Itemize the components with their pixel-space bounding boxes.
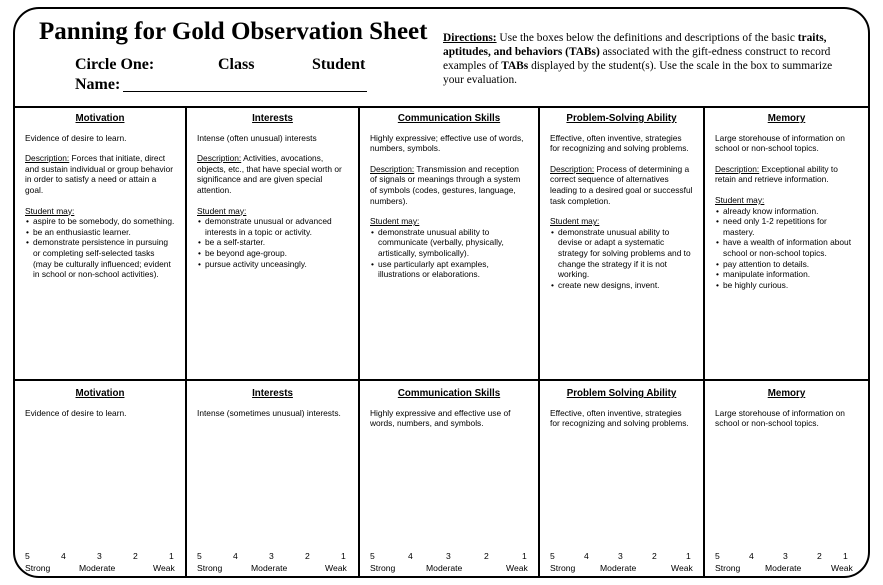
scale-2[interactable]: 2 xyxy=(652,551,657,561)
column-title: Interests xyxy=(252,388,293,399)
scale-3[interactable]: 3 xyxy=(446,551,451,561)
scale-strong-label: Strong xyxy=(197,563,223,573)
directions-heading: Directions: xyxy=(443,32,497,44)
scale-5[interactable]: 5 xyxy=(197,551,202,561)
intro-text: Evidence of desire to learn. xyxy=(25,407,127,418)
student-option[interactable]: Student xyxy=(312,56,366,73)
scale-weak-label: Weak xyxy=(153,563,175,573)
intro-text: Effective, often inventive, strategies for recognizing and solving problems. xyxy=(550,132,689,154)
student-may-label: Student may: xyxy=(25,205,75,216)
scale-5[interactable]: 5 xyxy=(715,551,720,561)
list-item: • be beyond age-group. xyxy=(197,248,348,259)
bullet-list xyxy=(25,216,175,280)
column-title: Problem-Solving Ability xyxy=(566,113,677,124)
tab-grid xyxy=(15,106,868,578)
motivation-definition-box xyxy=(15,106,187,381)
scale-strong-label: Strong xyxy=(25,563,51,573)
column-title: Motivation xyxy=(75,388,125,399)
bullet-list xyxy=(715,206,858,291)
bullet-list xyxy=(197,216,348,269)
circle-one-label: Circle One: xyxy=(75,56,155,73)
list-item: • have a wealth of information about school or non-school topics. xyxy=(715,237,858,258)
problem-solving-definition-box xyxy=(540,106,705,381)
list-item: • demonstrate persistence in pursuing or completing self-selected tasks (may be culturally influenced; evident in school or non-school activities). xyxy=(25,237,175,279)
name-label: Name: xyxy=(75,76,121,93)
list-item: • manipulate information. xyxy=(715,269,858,280)
list-item: • be an enthusiastic learner. xyxy=(25,227,175,238)
scale-strong-label: Strong xyxy=(370,563,396,573)
list-item: • demonstrate unusual ability to devise or adapt a systematic strategy for solving problems and to change the strategy if it is not working. xyxy=(550,227,693,280)
scale-3[interactable]: 3 xyxy=(269,551,274,561)
list-item: • pay attention to details. xyxy=(715,259,858,270)
bullet-list xyxy=(550,227,693,291)
scale-weak-label: Weak xyxy=(671,563,693,573)
communication-skills-definition-box xyxy=(360,106,540,381)
scale-4[interactable]: 4 xyxy=(61,551,66,561)
column-title: Communication Skills xyxy=(397,113,501,124)
column-title: Memory xyxy=(767,113,806,124)
rating-scale[interactable] xyxy=(368,551,530,575)
scale-weak-label: Weak xyxy=(831,563,853,573)
scale-1[interactable]: 1 xyxy=(843,551,848,561)
description-text: Description: Activities, avocations, objects, etc., that have special worth or significance and are given special attention. xyxy=(197,153,342,195)
scale-strong-label: Strong xyxy=(715,563,741,573)
list-item: • aspire to be somebody, do something. xyxy=(25,216,175,227)
scale-2[interactable]: 2 xyxy=(484,551,489,561)
motivation-observation-box[interactable] xyxy=(15,381,187,578)
column-title: Interests xyxy=(252,113,293,124)
list-item: • use particularly apt examples, illustrations or elaborations. xyxy=(370,259,528,280)
description-text: Description: Transmission and reception of signals or meanings through a system of symbols (codes, gestures, language, numbers). xyxy=(370,163,521,206)
rating-scale[interactable] xyxy=(713,551,860,575)
list-item: • already know information. xyxy=(715,206,858,217)
list-item: • be highly curious. xyxy=(715,280,858,291)
scale-5[interactable]: 5 xyxy=(550,551,555,561)
column-title: Problem Solving Ability xyxy=(566,388,677,399)
student-may-label: Student may: xyxy=(550,216,600,227)
list-item: • demonstrate unusual or advanced interests in a topic or activity. xyxy=(197,216,348,237)
class-option[interactable]: Class xyxy=(218,56,255,73)
page-title: Panning for Gold Observation Sheet xyxy=(39,18,428,45)
memory-observation-box[interactable] xyxy=(705,381,868,578)
scale-5[interactable]: 5 xyxy=(25,551,30,561)
scale-1[interactable]: 1 xyxy=(522,551,527,561)
scale-moderate-label: Moderate xyxy=(600,563,637,573)
description-text: Description: Exceptional ability to retain and retrieve information. xyxy=(715,163,838,185)
scale-3[interactable]: 3 xyxy=(618,551,623,561)
scale-4[interactable]: 4 xyxy=(408,551,413,561)
name-field[interactable] xyxy=(123,91,367,92)
scale-moderate-label: Moderate xyxy=(79,563,116,573)
rating-scale[interactable] xyxy=(548,551,695,575)
list-item: • create new designs, invent. xyxy=(550,280,693,291)
scale-3[interactable]: 3 xyxy=(783,551,788,561)
column-title: Communication Skills xyxy=(397,388,501,399)
description-text: Description: Forces that initiate, direct and sustain individual or group behavior in order to satisfy a need or attain a goal. xyxy=(25,153,174,195)
memory-definition-box xyxy=(705,106,868,381)
list-item: • pursue activity unceasingly. xyxy=(197,259,348,270)
sheet-header xyxy=(15,9,868,108)
scale-1[interactable]: 1 xyxy=(341,551,346,561)
scale-1[interactable]: 1 xyxy=(169,551,174,561)
intro-text: Large storehouse of information on school or non-school topics. xyxy=(715,132,845,154)
interests-observation-box[interactable] xyxy=(187,381,360,578)
scale-4[interactable]: 4 xyxy=(749,551,754,561)
rating-scale[interactable] xyxy=(195,551,350,575)
intro-text: Highly expressive and effective use of words, numbers, and symbols. xyxy=(370,407,511,429)
scale-2[interactable]: 2 xyxy=(305,551,310,561)
intro-text: Effective, often inventive, strategies for recognizing and solving problems. xyxy=(550,407,689,429)
intro-text: Intense (often unusual) interests xyxy=(197,132,317,143)
student-may-label: Student may: xyxy=(370,216,420,227)
scale-strong-label: Strong xyxy=(550,563,576,573)
interests-definition-box xyxy=(187,106,360,381)
intro-text: Evidence of desire to learn. xyxy=(25,132,127,143)
scale-2[interactable]: 2 xyxy=(817,551,822,561)
intro-text: Highly expressive; effective use of words, numbers, symbols. xyxy=(370,132,524,154)
scale-moderate-label: Moderate xyxy=(426,563,463,573)
communication-skills-observation-box[interactable] xyxy=(360,381,540,578)
student-may-label: Student may: xyxy=(715,194,765,205)
student-may-label: Student may: xyxy=(197,205,247,216)
list-item: • demonstrate unusual ability to communicate (verbally, physically, artistically, symbolically). xyxy=(370,227,528,259)
column-title: Memory xyxy=(767,388,806,399)
list-item: • be a self-starter. xyxy=(197,237,348,248)
description-text: Description: Process of determining a correct sequence of alternatives leading to a desired goal or successful task completion. xyxy=(550,163,693,206)
scale-5[interactable]: 5 xyxy=(370,551,375,561)
problem-solving-observation-box[interactable] xyxy=(540,381,705,578)
observation-sheet xyxy=(13,7,870,578)
intro-text: Intense (sometimes unusual) interests. xyxy=(197,407,341,418)
rating-scale[interactable] xyxy=(23,551,177,575)
bullet-list xyxy=(370,227,528,280)
scale-weak-label: Weak xyxy=(506,563,528,573)
scale-moderate-label: Moderate xyxy=(765,563,802,573)
scale-1[interactable]: 1 xyxy=(686,551,691,561)
scale-moderate-label: Moderate xyxy=(251,563,288,573)
scale-2[interactable]: 2 xyxy=(133,551,138,561)
scale-4[interactable]: 4 xyxy=(584,551,589,561)
scale-3[interactable]: 3 xyxy=(97,551,102,561)
scale-4[interactable]: 4 xyxy=(233,551,238,561)
list-item: • need only 1-2 repetitions for mastery. xyxy=(715,216,858,237)
column-title: Motivation xyxy=(75,113,125,124)
intro-text: Large storehouse of information on school or non-school topics. xyxy=(715,407,845,429)
scale-weak-label: Weak xyxy=(325,563,347,573)
directions: Directions: Use the boxes below the definitions and descriptions of the basic traits, aptitudes, and behaviors (TABs) associated with the gift-edness construct to record examples of TABs displayed by the student(s). Use the scale in the box to summarize your evaluation. xyxy=(443,32,833,86)
